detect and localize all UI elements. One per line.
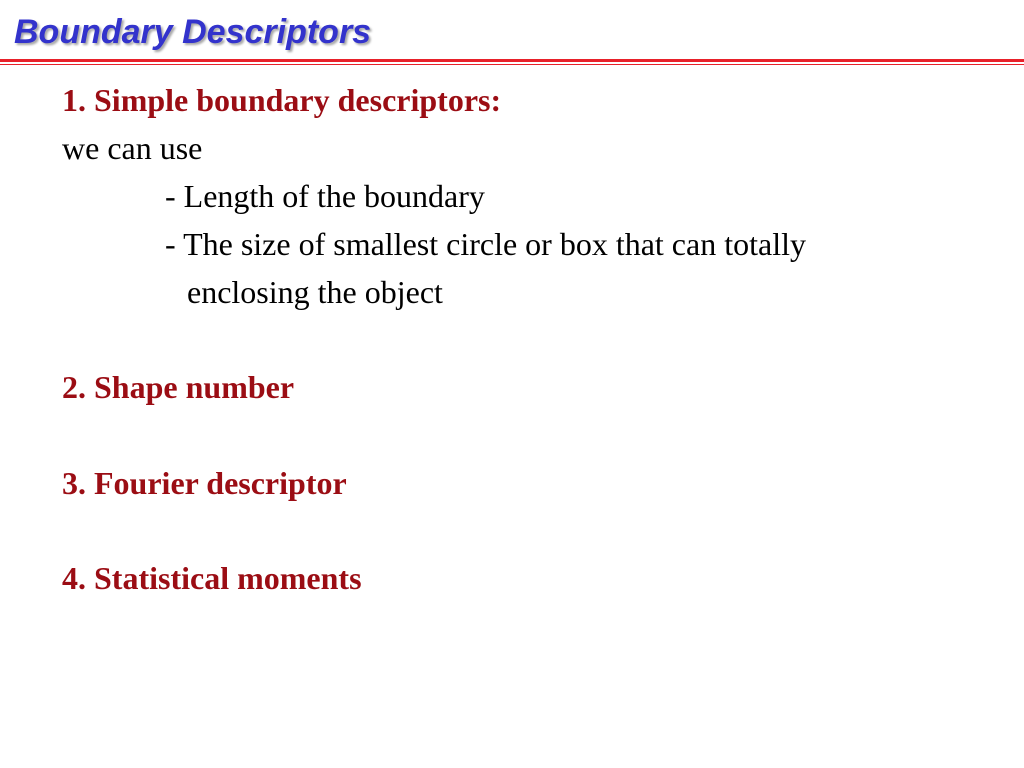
item1-intro: we can use <box>62 130 203 166</box>
title-divider-thin <box>0 64 1024 65</box>
title-divider-thick <box>0 59 1024 62</box>
item2-heading: 2. Shape number <box>62 369 295 405</box>
item1-bullet-length: - Length of the boundary <box>165 178 485 214</box>
item4-heading: 4. Statistical moments <box>62 560 362 596</box>
item1-heading: 1. Simple boundary descriptors: <box>62 82 502 118</box>
slide-title: Boundary Descriptors <box>14 13 372 51</box>
item3-heading: 3. Fourier descriptor <box>62 465 347 501</box>
item1-bullet-size-continued: enclosing the object <box>187 274 443 310</box>
item1-bullet-size: - The size of smallest circle or box that can totally <box>165 226 806 262</box>
